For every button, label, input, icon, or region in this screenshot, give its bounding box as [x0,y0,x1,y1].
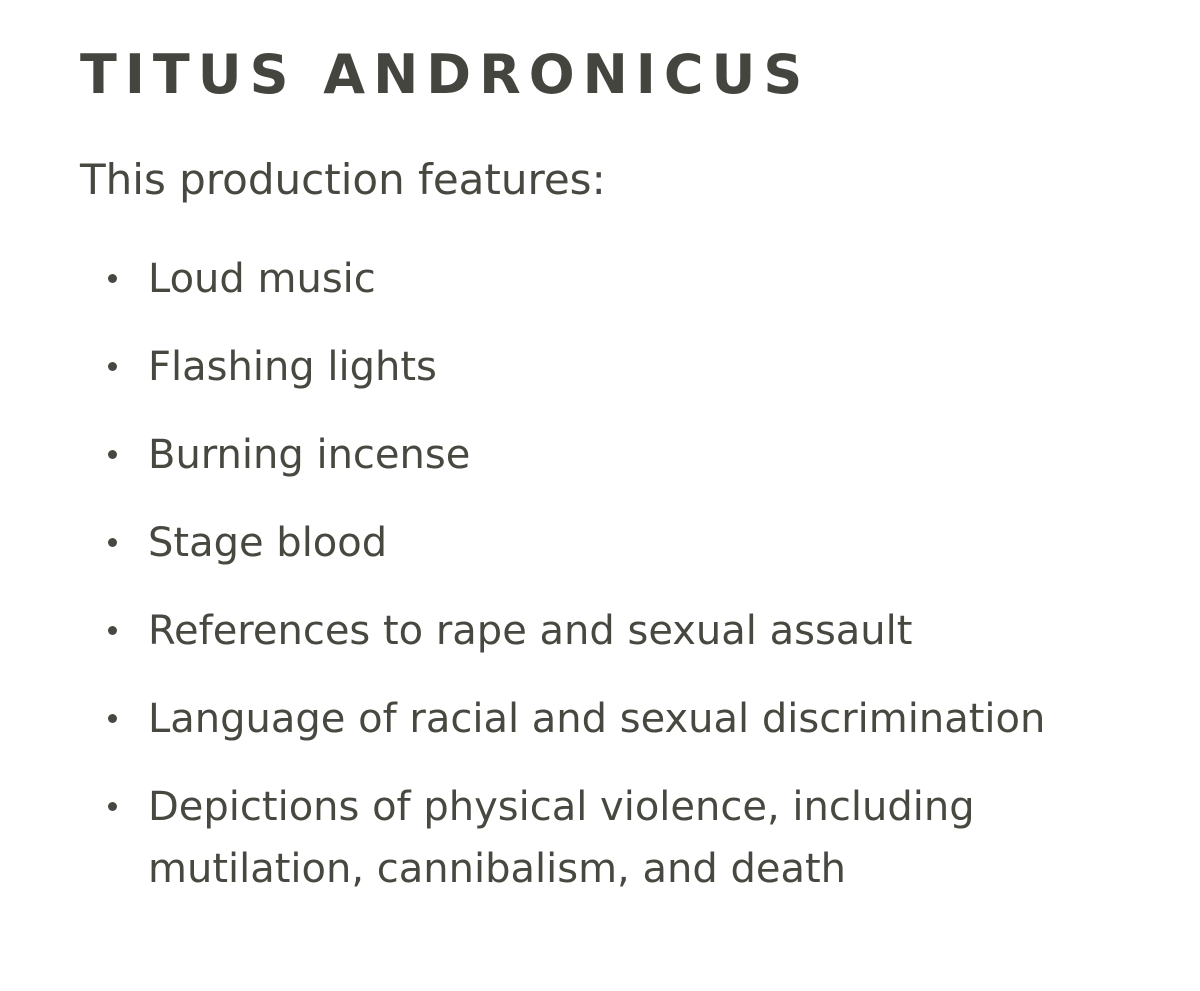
bullet-icon [108,274,117,283]
page-title: TITUS ANDRONICUS [80,43,811,106]
list-item [80,336,1160,398]
list-item-label: Stage blood [148,520,388,566]
list-item [80,688,1160,750]
bullet-icon [108,802,117,811]
list-item-label: Burning incense [148,432,471,478]
bullet-icon [108,450,117,459]
list-item [80,776,1160,900]
content-warning-section [80,40,1160,926]
list-item [80,424,1160,486]
bullet-icon [108,714,117,723]
list-item-label: Language of racial and sexual discrimination [148,696,1046,742]
list-item [80,512,1160,574]
bullet-icon [108,626,117,635]
list-item [80,600,1160,662]
list-item-label: Loud music [148,256,376,302]
bullet-icon [108,538,117,547]
intro-text: This production features: [80,155,606,204]
list-item-label: Depictions of physical violence, including mutilation, cannibalism, and death [148,784,975,892]
features-list [80,248,1160,900]
list-item-label: References to rape and sexual assault [148,608,913,654]
list-item-label: Flashing lights [148,344,437,390]
list-item [80,248,1160,310]
bullet-icon [108,362,117,371]
